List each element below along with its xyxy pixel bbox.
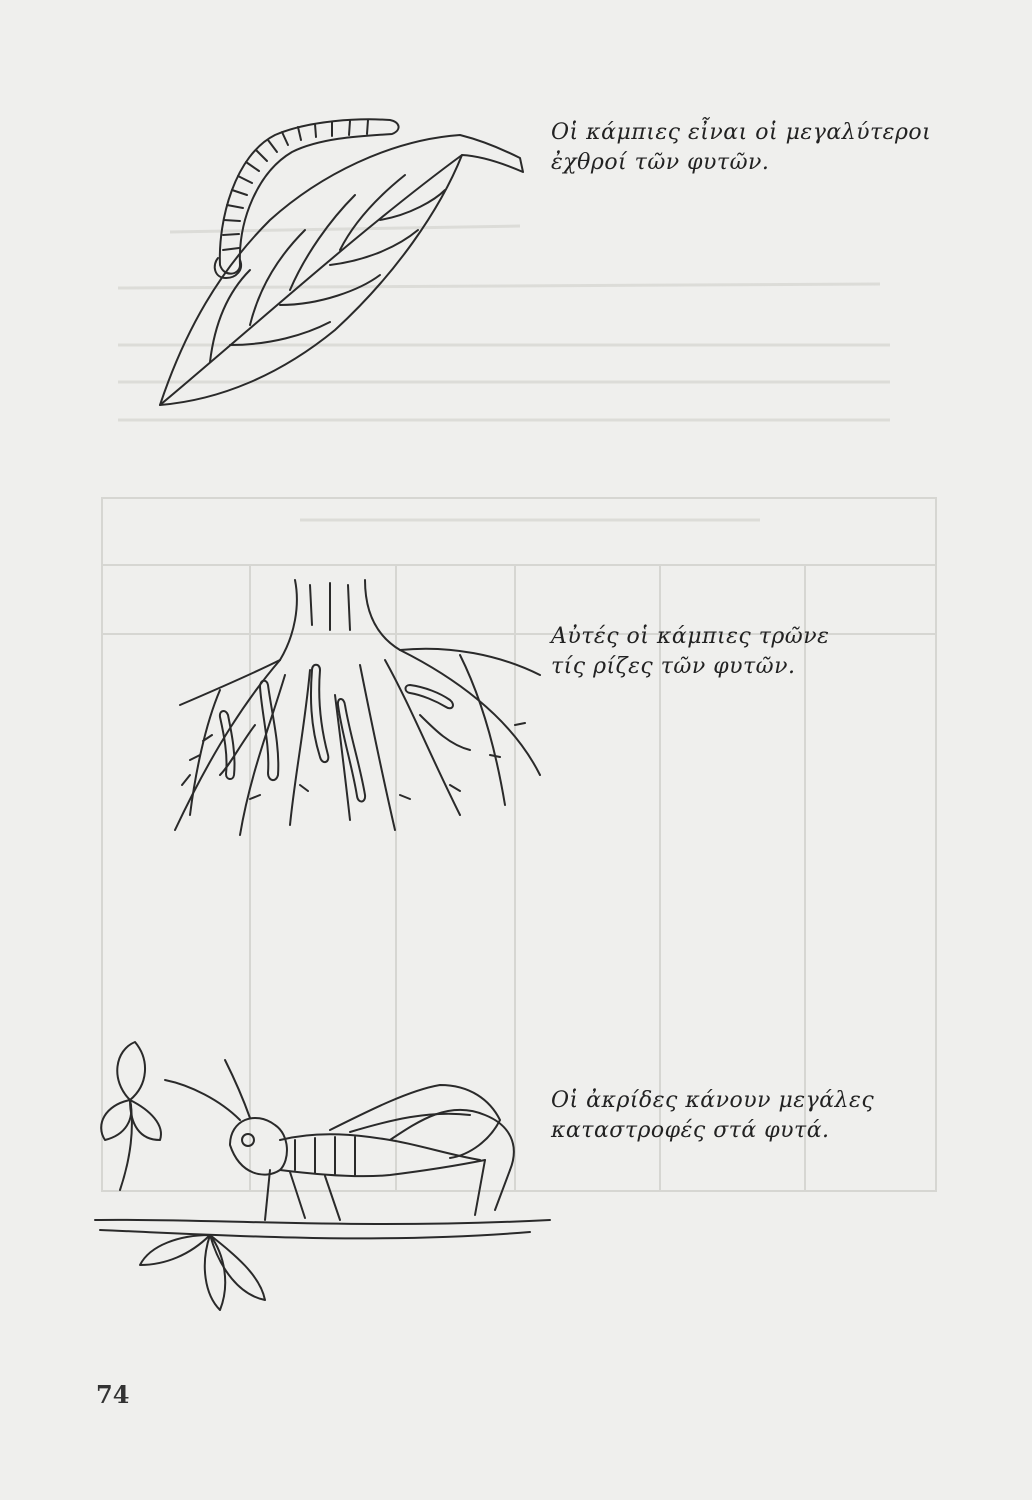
caption-locusts: Οἱ ἀκρίδες κάνουν μεγάλες καταστροφές στά φυτά. xyxy=(551,1088,875,1143)
page-number: 74 xyxy=(96,1380,130,1409)
caption-caterpillars-enemies: Οἱ κάμπιες εἶναι οἱ μεγαλύτεροι ἐχθροί τῶν φυτῶν. xyxy=(551,120,932,175)
roots-caterpillars-illustration xyxy=(160,575,550,845)
grasshopper-illustration xyxy=(90,1040,560,1340)
caterpillar-leaf-illustration xyxy=(140,100,540,420)
caption-caterpillars-roots: Αὐτές οἱ κάμπιες τρῶνε τίς ρίζες τῶν φυτῶν. xyxy=(551,624,830,679)
